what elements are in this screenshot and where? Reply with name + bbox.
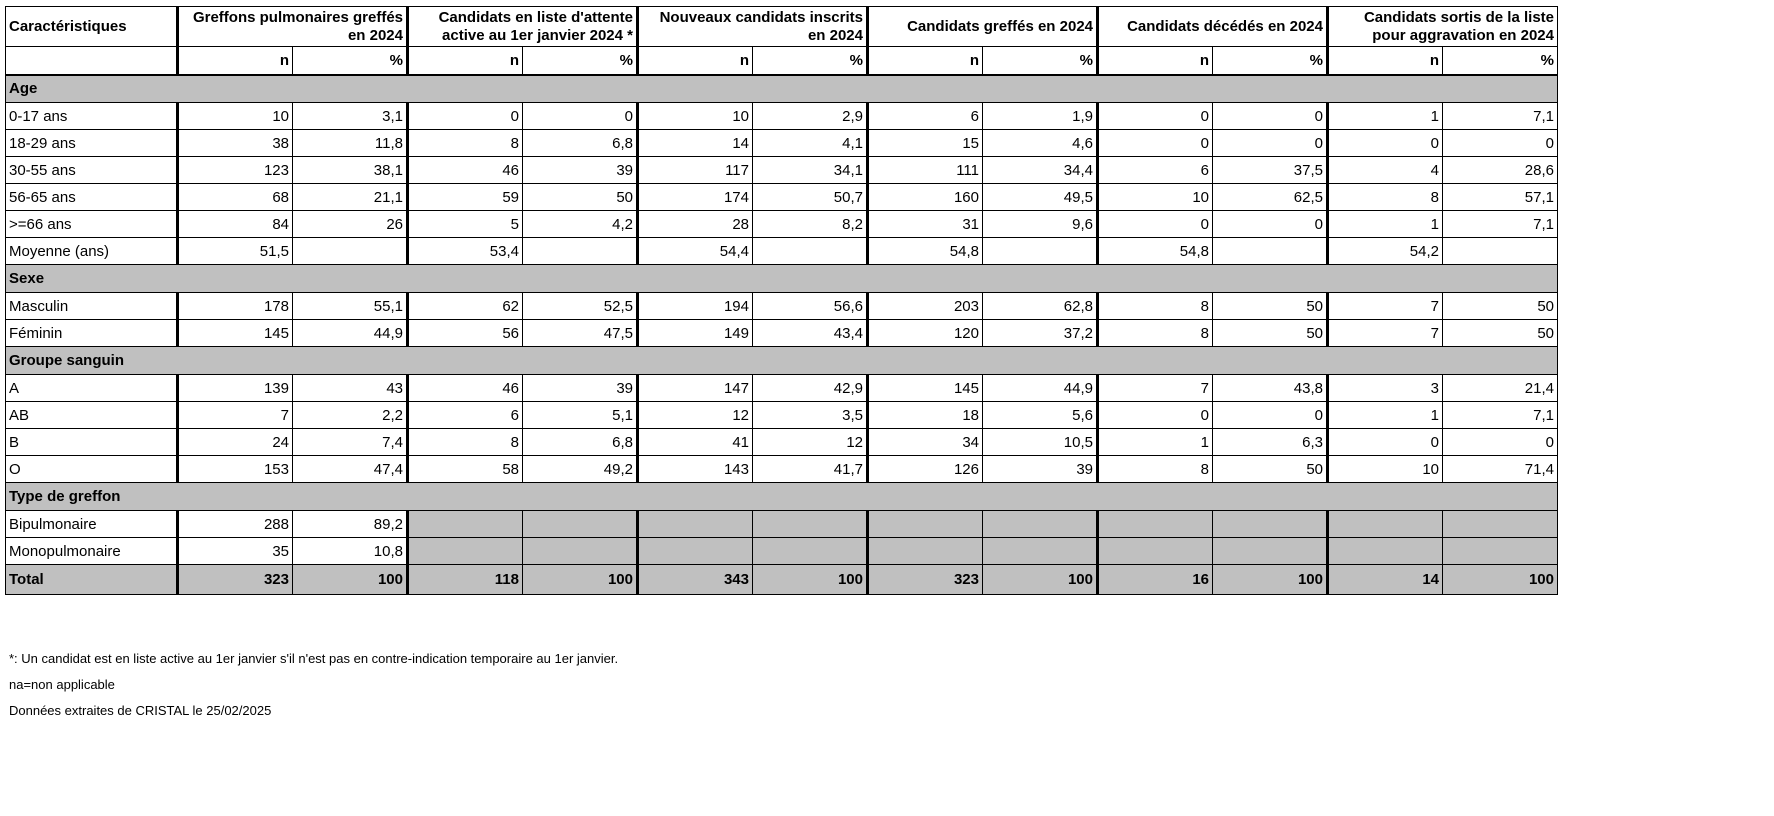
footnote-active-list: *: Un candidat est en liste active au 1er janvier s'il n'est pas en contre-indication temporaire au 1er janvier. xyxy=(9,651,619,666)
empty-cell xyxy=(1213,538,1328,565)
row-label: Masculin xyxy=(6,293,178,320)
cell-n: 0 xyxy=(408,103,523,130)
empty-cell xyxy=(523,538,638,565)
cell-pct: 49,5 xyxy=(983,184,1098,211)
cell-pct: 2,9 xyxy=(753,103,868,130)
cell-pct: 26 xyxy=(293,211,408,238)
cell-n: 1 xyxy=(1328,402,1443,429)
cell-pct: 3,1 xyxy=(293,103,408,130)
cell-pct: 8,2 xyxy=(753,211,868,238)
cell-n: 147 xyxy=(638,375,753,402)
subheader-n: n xyxy=(868,47,983,75)
header-group-nouveaux-inscrits: Nouveaux candidats inscrits en 2024 xyxy=(638,7,868,47)
table-row-age-30-55 xyxy=(6,157,1558,184)
empty-cell xyxy=(1328,511,1443,538)
subheader-pct: % xyxy=(1213,47,1328,75)
cell-pct: 100 xyxy=(983,565,1098,595)
cell-n: 153 xyxy=(178,456,293,483)
table-row-masculin xyxy=(6,293,1558,320)
cell-pct: 43,4 xyxy=(753,320,868,347)
cell-n: 117 xyxy=(638,157,753,184)
cell-pct: 100 xyxy=(753,565,868,595)
row-label: A xyxy=(6,375,178,402)
header-group-sortis-aggravation: Candidats sortis de la liste pour aggravation en 2024 xyxy=(1328,7,1558,47)
cell-pct: 89,2 xyxy=(293,511,408,538)
table-row-total xyxy=(6,565,1558,595)
cell-n: 28 xyxy=(638,211,753,238)
cell-n: 51,5 xyxy=(178,238,293,265)
cell-n: 8 xyxy=(408,130,523,157)
cell-pct: 37,5 xyxy=(1213,157,1328,184)
cell-pct: 7,1 xyxy=(1443,103,1558,130)
row-label: O xyxy=(6,456,178,483)
cell-pct: 57,1 xyxy=(1443,184,1558,211)
empty-cell xyxy=(868,538,983,565)
cell-n: 6 xyxy=(1098,157,1213,184)
cell-n: 34 xyxy=(868,429,983,456)
cell-n: 14 xyxy=(1328,565,1443,595)
section-title-groupe-sanguin: Groupe sanguin xyxy=(6,347,1558,375)
cell-pct: 43 xyxy=(293,375,408,402)
cell-pct xyxy=(983,238,1098,265)
cell-n: 343 xyxy=(638,565,753,595)
empty-cell xyxy=(983,511,1098,538)
table-row-feminin xyxy=(6,320,1558,347)
cell-pct: 56,6 xyxy=(753,293,868,320)
empty-cell xyxy=(638,538,753,565)
cell-pct: 2,2 xyxy=(293,402,408,429)
cell-pct: 6,3 xyxy=(1213,429,1328,456)
cell-n: 41 xyxy=(638,429,753,456)
subheader-pct: % xyxy=(753,47,868,75)
cell-n: 14 xyxy=(638,130,753,157)
row-label: Monopulmonaire xyxy=(6,538,178,565)
cell-n: 4 xyxy=(1328,157,1443,184)
subheader-row xyxy=(6,47,1558,75)
cell-pct: 1,9 xyxy=(983,103,1098,130)
cell-n: 7 xyxy=(1328,320,1443,347)
empty-cell xyxy=(868,511,983,538)
cell-n: 38 xyxy=(178,130,293,157)
cell-pct: 4,2 xyxy=(523,211,638,238)
cell-pct: 44,9 xyxy=(293,320,408,347)
empty-cell xyxy=(1443,511,1558,538)
cell-n: 1 xyxy=(1098,429,1213,456)
cell-n: 54,4 xyxy=(638,238,753,265)
cell-n: 46 xyxy=(408,157,523,184)
empty-cell xyxy=(753,538,868,565)
cell-n: 54,2 xyxy=(1328,238,1443,265)
cell-pct: 10,5 xyxy=(983,429,1098,456)
section-row-groupe-sanguin xyxy=(6,347,1558,375)
cell-n: 58 xyxy=(408,456,523,483)
cell-pct: 39 xyxy=(983,456,1098,483)
cell-n: 8 xyxy=(1098,320,1213,347)
table-row-age-66-plus xyxy=(6,211,1558,238)
cell-n: 139 xyxy=(178,375,293,402)
cell-pct: 50 xyxy=(1443,320,1558,347)
cell-pct: 100 xyxy=(293,565,408,595)
row-label: 30-55 ans xyxy=(6,157,178,184)
empty-cell xyxy=(1328,538,1443,565)
cell-n: 0 xyxy=(1098,402,1213,429)
cell-n: 46 xyxy=(408,375,523,402)
cell-pct: 21,4 xyxy=(1443,375,1558,402)
cell-pct: 6,8 xyxy=(523,130,638,157)
cell-pct: 52,5 xyxy=(523,293,638,320)
row-label: B xyxy=(6,429,178,456)
cell-n: 323 xyxy=(178,565,293,595)
row-label: Féminin xyxy=(6,320,178,347)
cell-n: 126 xyxy=(868,456,983,483)
cell-pct: 50 xyxy=(523,184,638,211)
empty-cell xyxy=(983,538,1098,565)
table-row-groupe-b xyxy=(6,429,1558,456)
cell-n: 62 xyxy=(408,293,523,320)
cell-n: 194 xyxy=(638,293,753,320)
cell-pct: 0 xyxy=(1443,429,1558,456)
footnotes xyxy=(9,646,618,724)
cell-n: 0 xyxy=(1328,130,1443,157)
empty-cell xyxy=(1098,538,1213,565)
cell-pct: 47,5 xyxy=(523,320,638,347)
row-label: AB xyxy=(6,402,178,429)
cell-pct: 44,9 xyxy=(983,375,1098,402)
empty-cell xyxy=(1098,511,1213,538)
cell-pct: 0 xyxy=(523,103,638,130)
cell-n: 8 xyxy=(1328,184,1443,211)
cell-n: 0 xyxy=(1328,429,1443,456)
cell-pct: 0 xyxy=(1213,402,1328,429)
header-group-liste-attente: Candidats en liste d'attente active au 1er janvier 2024 * xyxy=(408,7,638,47)
cell-n: 111 xyxy=(868,157,983,184)
cell-n: 10 xyxy=(1328,456,1443,483)
cell-pct: 100 xyxy=(1213,565,1328,595)
cell-n: 12 xyxy=(638,402,753,429)
empty-cell xyxy=(408,538,523,565)
cell-pct: 7,4 xyxy=(293,429,408,456)
cell-n: 16 xyxy=(1098,565,1213,595)
cell-n: 68 xyxy=(178,184,293,211)
footnote-na: na=non applicable xyxy=(9,677,115,692)
cell-pct: 34,4 xyxy=(983,157,1098,184)
cell-n: 120 xyxy=(868,320,983,347)
empty-cell xyxy=(1213,511,1328,538)
cell-pct: 6,8 xyxy=(523,429,638,456)
row-label: Total xyxy=(6,565,178,595)
cell-pct: 50 xyxy=(1213,456,1328,483)
empty-cell xyxy=(523,511,638,538)
cell-pct: 42,9 xyxy=(753,375,868,402)
cell-n: 145 xyxy=(868,375,983,402)
cell-pct: 62,8 xyxy=(983,293,1098,320)
cell-pct: 7,1 xyxy=(1443,402,1558,429)
cell-n: 7 xyxy=(1328,293,1443,320)
cell-pct: 39 xyxy=(523,375,638,402)
table-container xyxy=(5,6,1558,595)
cell-n: 54,8 xyxy=(868,238,983,265)
cell-n: 0 xyxy=(1098,130,1213,157)
lung-transplant-characteristics-table xyxy=(5,6,1558,595)
section-title-sexe: Sexe xyxy=(6,265,1558,293)
cell-n: 145 xyxy=(178,320,293,347)
cell-pct xyxy=(1213,238,1328,265)
cell-n: 143 xyxy=(638,456,753,483)
cell-pct: 50 xyxy=(1213,320,1328,347)
cell-pct: 100 xyxy=(523,565,638,595)
cell-n: 3 xyxy=(1328,375,1443,402)
row-label: Bipulmonaire xyxy=(6,511,178,538)
cell-pct: 50 xyxy=(1443,293,1558,320)
cell-pct: 11,8 xyxy=(293,130,408,157)
empty-cell xyxy=(408,511,523,538)
header-row xyxy=(6,7,1558,47)
cell-n: 10 xyxy=(638,103,753,130)
cell-n: 1 xyxy=(1328,103,1443,130)
cell-pct: 0 xyxy=(1213,103,1328,130)
row-label: 56-65 ans xyxy=(6,184,178,211)
empty-cell xyxy=(753,511,868,538)
cell-pct: 7,1 xyxy=(1443,211,1558,238)
cell-pct: 0 xyxy=(1213,211,1328,238)
cell-n: 149 xyxy=(638,320,753,347)
cell-pct: 50 xyxy=(1213,293,1328,320)
section-title-type-greffon: Type de greffon xyxy=(6,483,1558,511)
table-row-groupe-ab xyxy=(6,402,1558,429)
row-label: Moyenne (ans) xyxy=(6,238,178,265)
cell-pct xyxy=(753,238,868,265)
cell-n: 18 xyxy=(868,402,983,429)
cell-n: 31 xyxy=(868,211,983,238)
cell-pct: 0 xyxy=(1443,130,1558,157)
cell-n: 288 xyxy=(178,511,293,538)
cell-pct: 12 xyxy=(753,429,868,456)
subheader-n: n xyxy=(1328,47,1443,75)
cell-pct xyxy=(523,238,638,265)
cell-n: 118 xyxy=(408,565,523,595)
table-row-age-56-65 xyxy=(6,184,1558,211)
subheader-n: n xyxy=(408,47,523,75)
table-row-age-18-29 xyxy=(6,130,1558,157)
cell-n: 7 xyxy=(178,402,293,429)
cell-n: 10 xyxy=(178,103,293,130)
section-row-age xyxy=(6,75,1558,103)
cell-n: 84 xyxy=(178,211,293,238)
subheader-pct: % xyxy=(293,47,408,75)
cell-pct: 34,1 xyxy=(753,157,868,184)
cell-pct: 5,6 xyxy=(983,402,1098,429)
table-row-groupe-o xyxy=(6,456,1558,483)
row-label: 0-17 ans xyxy=(6,103,178,130)
cell-pct: 21,1 xyxy=(293,184,408,211)
cell-pct: 37,2 xyxy=(983,320,1098,347)
cell-pct: 3,5 xyxy=(753,402,868,429)
cell-pct: 62,5 xyxy=(1213,184,1328,211)
cell-n: 54,8 xyxy=(1098,238,1213,265)
table-row-age-0-17 xyxy=(6,103,1558,130)
cell-n: 10 xyxy=(1098,184,1213,211)
cell-n: 53,4 xyxy=(408,238,523,265)
cell-n: 6 xyxy=(408,402,523,429)
subheader-pct: % xyxy=(1443,47,1558,75)
cell-pct: 5,1 xyxy=(523,402,638,429)
cell-pct: 10,8 xyxy=(293,538,408,565)
cell-n: 35 xyxy=(178,538,293,565)
cell-pct: 38,1 xyxy=(293,157,408,184)
section-title-age: Age xyxy=(6,75,1558,103)
cell-n: 7 xyxy=(1098,375,1213,402)
empty-cell xyxy=(638,511,753,538)
cell-n: 178 xyxy=(178,293,293,320)
table-row-bipulmonaire xyxy=(6,511,1558,538)
cell-pct: 4,1 xyxy=(753,130,868,157)
cell-n: 174 xyxy=(638,184,753,211)
cell-n: 0 xyxy=(1098,211,1213,238)
cell-pct: 41,7 xyxy=(753,456,868,483)
section-row-sexe xyxy=(6,265,1558,293)
footnote-source: Données extraites de CRISTAL le 25/02/2025 xyxy=(9,703,272,718)
cell-pct: 9,6 xyxy=(983,211,1098,238)
table-row-monopulmonaire xyxy=(6,538,1558,565)
subheader-n: n xyxy=(1098,47,1213,75)
table-row-groupe-a xyxy=(6,375,1558,402)
cell-pct: 4,6 xyxy=(983,130,1098,157)
header-group-greffes: Candidats greffés en 2024 xyxy=(868,7,1098,47)
cell-n: 6 xyxy=(868,103,983,130)
subheader-n: n xyxy=(178,47,293,75)
empty-cell xyxy=(1443,538,1558,565)
cell-n: 59 xyxy=(408,184,523,211)
cell-pct: 100 xyxy=(1443,565,1558,595)
cell-pct: 55,1 xyxy=(293,293,408,320)
cell-n: 1 xyxy=(1328,211,1443,238)
cell-n: 5 xyxy=(408,211,523,238)
header-group-greffons: Greffons pulmonaires greffés en 2024 xyxy=(178,7,408,47)
subheader-pct: % xyxy=(523,47,638,75)
header-group-decedes: Candidats décédés en 2024 xyxy=(1098,7,1328,47)
cell-pct xyxy=(1443,238,1558,265)
cell-pct: 47,4 xyxy=(293,456,408,483)
row-label: 18-29 ans xyxy=(6,130,178,157)
subheader-pct: % xyxy=(983,47,1098,75)
cell-pct: 28,6 xyxy=(1443,157,1558,184)
cell-pct: 49,2 xyxy=(523,456,638,483)
table-row-age-mean xyxy=(6,238,1558,265)
cell-n: 15 xyxy=(868,130,983,157)
cell-pct: 50,7 xyxy=(753,184,868,211)
cell-n: 160 xyxy=(868,184,983,211)
cell-pct xyxy=(293,238,408,265)
cell-pct: 43,8 xyxy=(1213,375,1328,402)
subheader-n: n xyxy=(638,47,753,75)
cell-pct: 39 xyxy=(523,157,638,184)
row-label: >=66 ans xyxy=(6,211,178,238)
cell-pct: 71,4 xyxy=(1443,456,1558,483)
cell-n: 8 xyxy=(408,429,523,456)
cell-n: 203 xyxy=(868,293,983,320)
header-characteristics: Caractéristiques xyxy=(6,7,178,47)
section-row-type-greffon xyxy=(6,483,1558,511)
cell-n: 8 xyxy=(1098,456,1213,483)
subheader-blank xyxy=(6,47,178,75)
cell-n: 323 xyxy=(868,565,983,595)
cell-n: 8 xyxy=(1098,293,1213,320)
cell-pct: 0 xyxy=(1213,130,1328,157)
cell-n: 123 xyxy=(178,157,293,184)
cell-n: 56 xyxy=(408,320,523,347)
cell-n: 24 xyxy=(178,429,293,456)
cell-n: 0 xyxy=(1098,103,1213,130)
